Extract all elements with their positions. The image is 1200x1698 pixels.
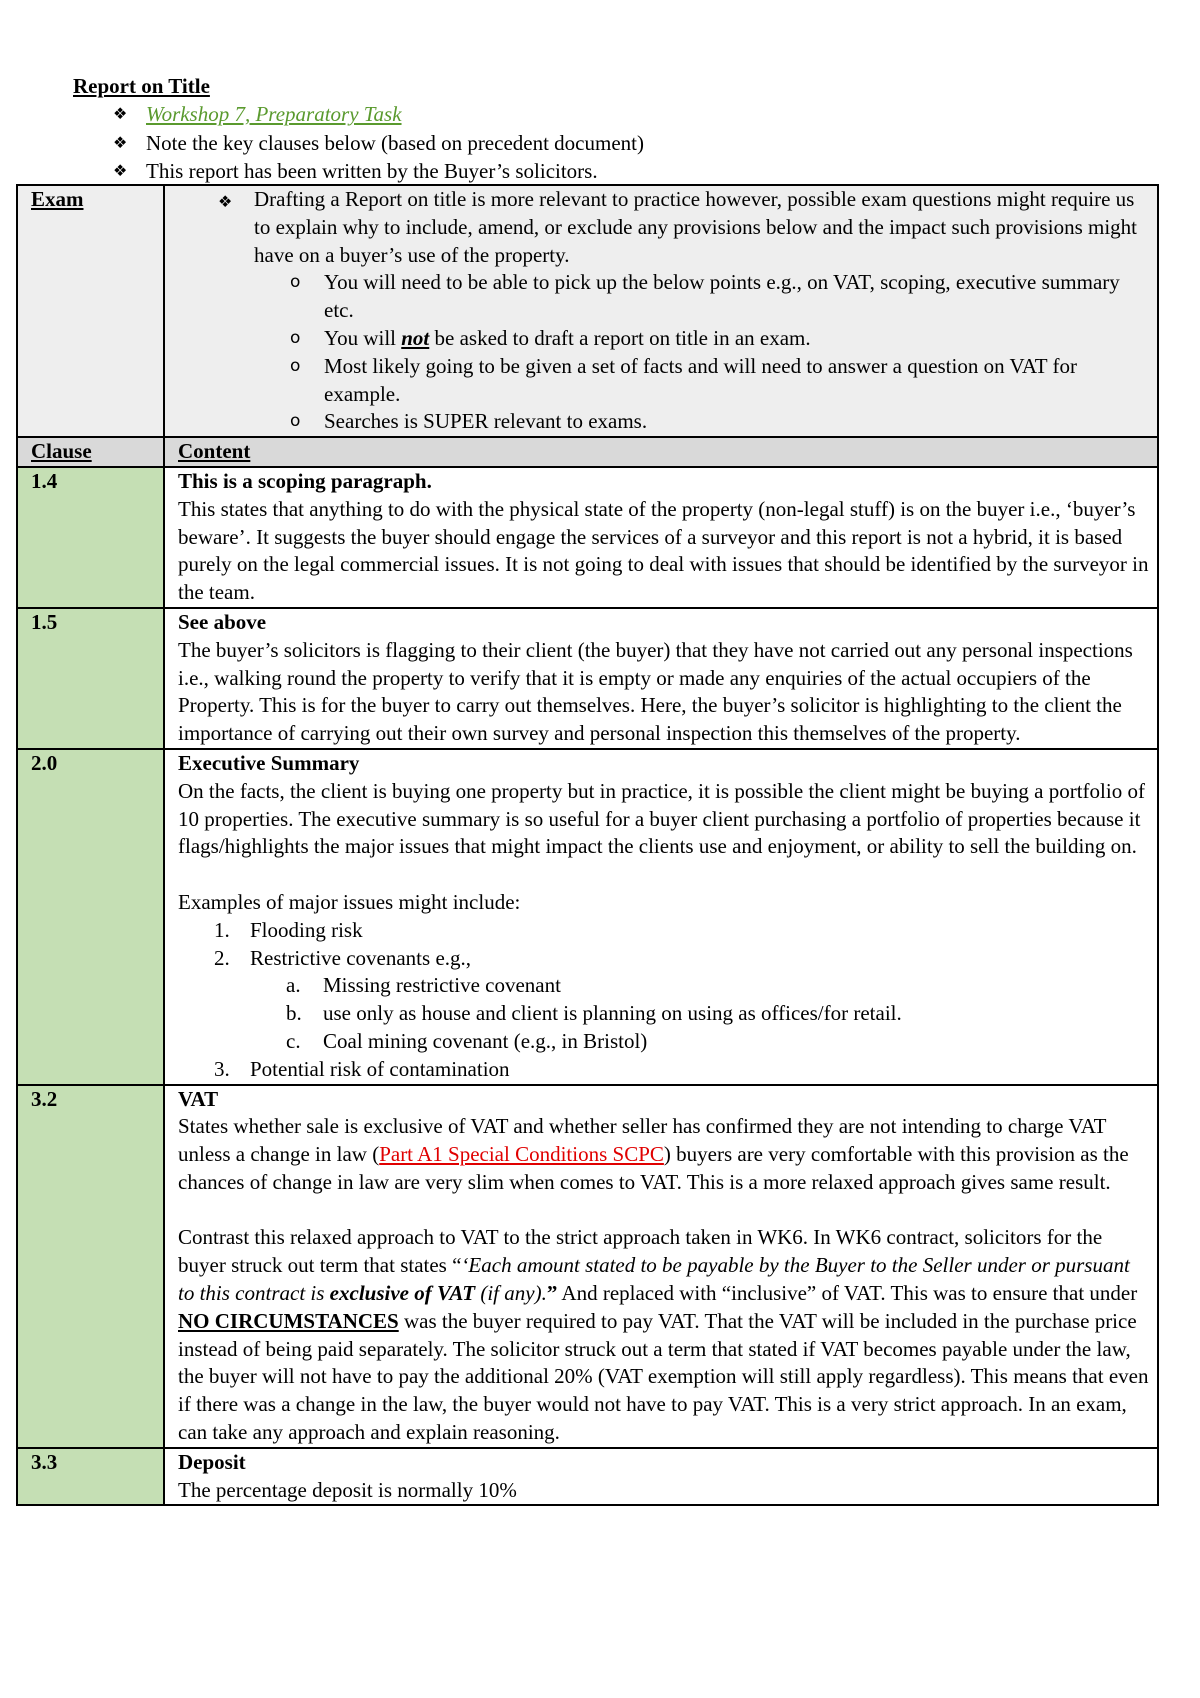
no-circumstances-emphasis: NO CIRCUMSTANCES bbox=[178, 1308, 399, 1333]
list-item: 1. Flooding risk bbox=[214, 917, 363, 942]
clause-body: The percentage deposit is normally 10% bbox=[178, 1477, 517, 1502]
table-header-row bbox=[17, 437, 1158, 467]
clause-number: 1.4 bbox=[17, 467, 164, 608]
clause-content bbox=[164, 1448, 1158, 1506]
clause-body bbox=[178, 1113, 1151, 1196]
circle-bullet-icon: o bbox=[290, 272, 301, 293]
scpc-link[interactable]: Part A1 Special Conditions SCPC bbox=[379, 1142, 664, 1167]
sub-issue-text: use only as house and client is planning on using as offices/for retail. bbox=[323, 1001, 902, 1026]
emphasis-not: not bbox=[401, 325, 430, 350]
table-row bbox=[17, 749, 1158, 1085]
list-item: b. use only as house and client is planning on using as offices/for retail. bbox=[286, 1001, 902, 1026]
list-item bbox=[178, 408, 1151, 436]
exam-main-point: Drafting a Report on title is more relevant to practice however, possible exam questions might require us to explain why to include, amend, or exclude any provisions below and the impact such provisions might have on a buyer’s use of the property. bbox=[254, 187, 1137, 267]
examples-intro: Examples of major issues might include: bbox=[178, 889, 521, 914]
circle-bullet-icon: o bbox=[290, 327, 301, 348]
circle-bullet-icon: o bbox=[290, 355, 301, 376]
exam-sub-list bbox=[178, 269, 1151, 436]
clause-heading: Deposit bbox=[178, 1449, 246, 1474]
table-row bbox=[17, 1448, 1158, 1506]
sub-issue-text: Coal mining covenant (e.g., in Bristol) bbox=[323, 1028, 648, 1053]
quoted-term: (if any). bbox=[475, 1281, 547, 1306]
issue-text: Restrictive covenants e.g., bbox=[250, 945, 472, 970]
clause-body bbox=[178, 1224, 1151, 1446]
exam-label-cell bbox=[17, 185, 164, 437]
clause-number: 3.2 bbox=[17, 1085, 164, 1448]
workshop-link[interactable]: Workshop 7, Preparatory Task bbox=[146, 102, 402, 126]
table-row bbox=[17, 608, 1158, 749]
exam-content-cell bbox=[164, 185, 1158, 437]
clause-heading: See above bbox=[178, 609, 267, 634]
issue-text: Flooding risk bbox=[250, 917, 363, 942]
exam-label: Exam bbox=[31, 187, 84, 211]
clause-heading: VAT bbox=[178, 1086, 219, 1111]
note-text: Note the key clauses below (based on precedent document) bbox=[146, 130, 644, 155]
table-row bbox=[17, 467, 1158, 608]
list-item bbox=[113, 100, 644, 129]
vat-text: was the buyer required to pay VAT. That the VAT will be included in the purchase price instead of being paid separately. The solicitor struck out a term that stated if VAT becomes payable under the law, the buyer will not have to pay the additional 20% (VAT exemption will still apply regardless). This means that even if there was a change in the law, the buyer would not have to pay VAT. This is a very strict approach. In an exam, can take any approach and explain reasoning. bbox=[178, 1308, 1149, 1445]
clause-number: 1.5 bbox=[17, 608, 164, 749]
exam-list bbox=[178, 186, 1151, 269]
clause-heading: Executive Summary bbox=[178, 750, 360, 775]
list-item bbox=[178, 353, 1151, 409]
diamond-bullet-icon: ❖ bbox=[113, 161, 128, 180]
content-header: Content bbox=[164, 437, 1158, 467]
clause-content bbox=[164, 608, 1158, 749]
sub-issues-list bbox=[250, 972, 1151, 1055]
clause-heading: This is a scoping paragraph. bbox=[178, 468, 432, 493]
clause-number: 3.3 bbox=[17, 1448, 164, 1506]
written-by-text: This report has been written by the Buyer’s solicitors. bbox=[146, 159, 598, 183]
list-item bbox=[178, 325, 1151, 353]
quoted-term: ‘Each amount stated to be payable by the Buyer to the Seller under or pursuant to this contract is bbox=[178, 1253, 1130, 1306]
exam-sub-point-post: be asked to draft a report on title in an exam. bbox=[429, 325, 811, 350]
list-item: a. Missing restrictive covenant bbox=[286, 973, 561, 998]
exam-sub-point-pre: You will bbox=[324, 325, 402, 350]
clause-content bbox=[164, 467, 1158, 608]
exam-sub-point: Most likely going to be given a set of facts and will need to answer a question on VAT for example. bbox=[324, 353, 1077, 406]
sub-issue-text: Missing restrictive covenant bbox=[323, 973, 561, 998]
clause-body: This states that anything to do with the physical state of the property (non-legal stuff) is on the buyer i.e., ‘buyer’s beware’. It suggests the buyer should engage the services of a surveyor and this report is not a hybrid, it is based purely on the legal commercial issues. It is not going to deal with issues that should be identified by the surveyor in the team. bbox=[178, 496, 1149, 605]
page-title: Report on Title bbox=[73, 74, 210, 98]
issues-list bbox=[178, 917, 1151, 1084]
clause-content bbox=[164, 1085, 1158, 1448]
list-item bbox=[178, 269, 1151, 325]
list-item bbox=[113, 129, 644, 158]
vat-text: And replaced with “inclusive” of VAT. This was to ensure that under bbox=[557, 1281, 1138, 1306]
vat-text: Contrast this relaxed approach to VAT to the strict approach taken in WK6. In WK6 contract, solicitors for the buyer struck out term that states “ bbox=[178, 1225, 1103, 1278]
clause-header: Clause bbox=[17, 437, 164, 467]
diamond-bullet-icon: ❖ bbox=[113, 104, 128, 123]
intro-bullet-list bbox=[113, 100, 644, 186]
exam-sub-point: Searches is SUPER relevant to exams. bbox=[324, 409, 648, 434]
circle-bullet-icon: o bbox=[290, 411, 301, 432]
list-item bbox=[113, 157, 644, 186]
clause-content bbox=[164, 749, 1158, 1085]
issue-text: Potential risk of contamination bbox=[250, 1056, 510, 1081]
table-row bbox=[17, 1085, 1158, 1448]
quote-close: ” bbox=[546, 1281, 558, 1306]
exam-row bbox=[17, 185, 1158, 437]
diamond-bullet-icon: ❖ bbox=[113, 132, 128, 152]
diamond-bullet-icon: ❖ bbox=[218, 192, 233, 211]
clause-body: The buyer’s solicitors is flagging to their client (the buyer) that they have not carried out any personal inspections i.e., walking round the property to verify that it is empty or made any enquiries of the actual occupiers of the Property. This is for the buyer to carry out themselves. Here, the buyer’s solicitor is highlighting to the client the importance of carrying out their own survey and personal inspection this themselves of the property. bbox=[178, 637, 1133, 746]
exam-sub-point: You will need to be able to pick up the below points e.g., on VAT, scoping, executive summary etc. bbox=[324, 270, 1120, 323]
list-item bbox=[178, 186, 1151, 269]
vat-text: States whether sale is exclusive of VAT and whether seller has confirmed they are not intending to charge VAT unless a change in law ( bbox=[178, 1114, 1107, 1167]
clause-body: On the facts, the client is buying one property but in practice, it is possible the client might be buying a portfolio of 10 properties. The executive summary is so useful for a buyer client purchasing a portfolio of properties because it flags/highlights the major issues that might impact the clients use and enjoyment, or ability to sell the building on. bbox=[178, 778, 1145, 859]
quoted-term-emphasis: exclusive of VAT bbox=[329, 1281, 476, 1306]
clause-table bbox=[16, 184, 1159, 1506]
list-item: c. Coal mining covenant (e.g., in Bristol) bbox=[286, 1028, 648, 1053]
vat-text: ) buyers are very comfortable with this provision as the chances of change in law are very slim when comes to VAT. This is a more relaxed approach gives same result. bbox=[178, 1142, 1129, 1194]
list-item: 2. Restrictive covenants e.g., a. Missing restrictive covenant b. use only as house and client is planning on using as offices/for retail. c. Coal mining covenant (e.g., in Bristol) bbox=[178, 945, 1151, 1056]
list-item: 3. Potential risk of contamination bbox=[214, 1056, 510, 1081]
clause-number: 2.0 bbox=[17, 749, 164, 1085]
